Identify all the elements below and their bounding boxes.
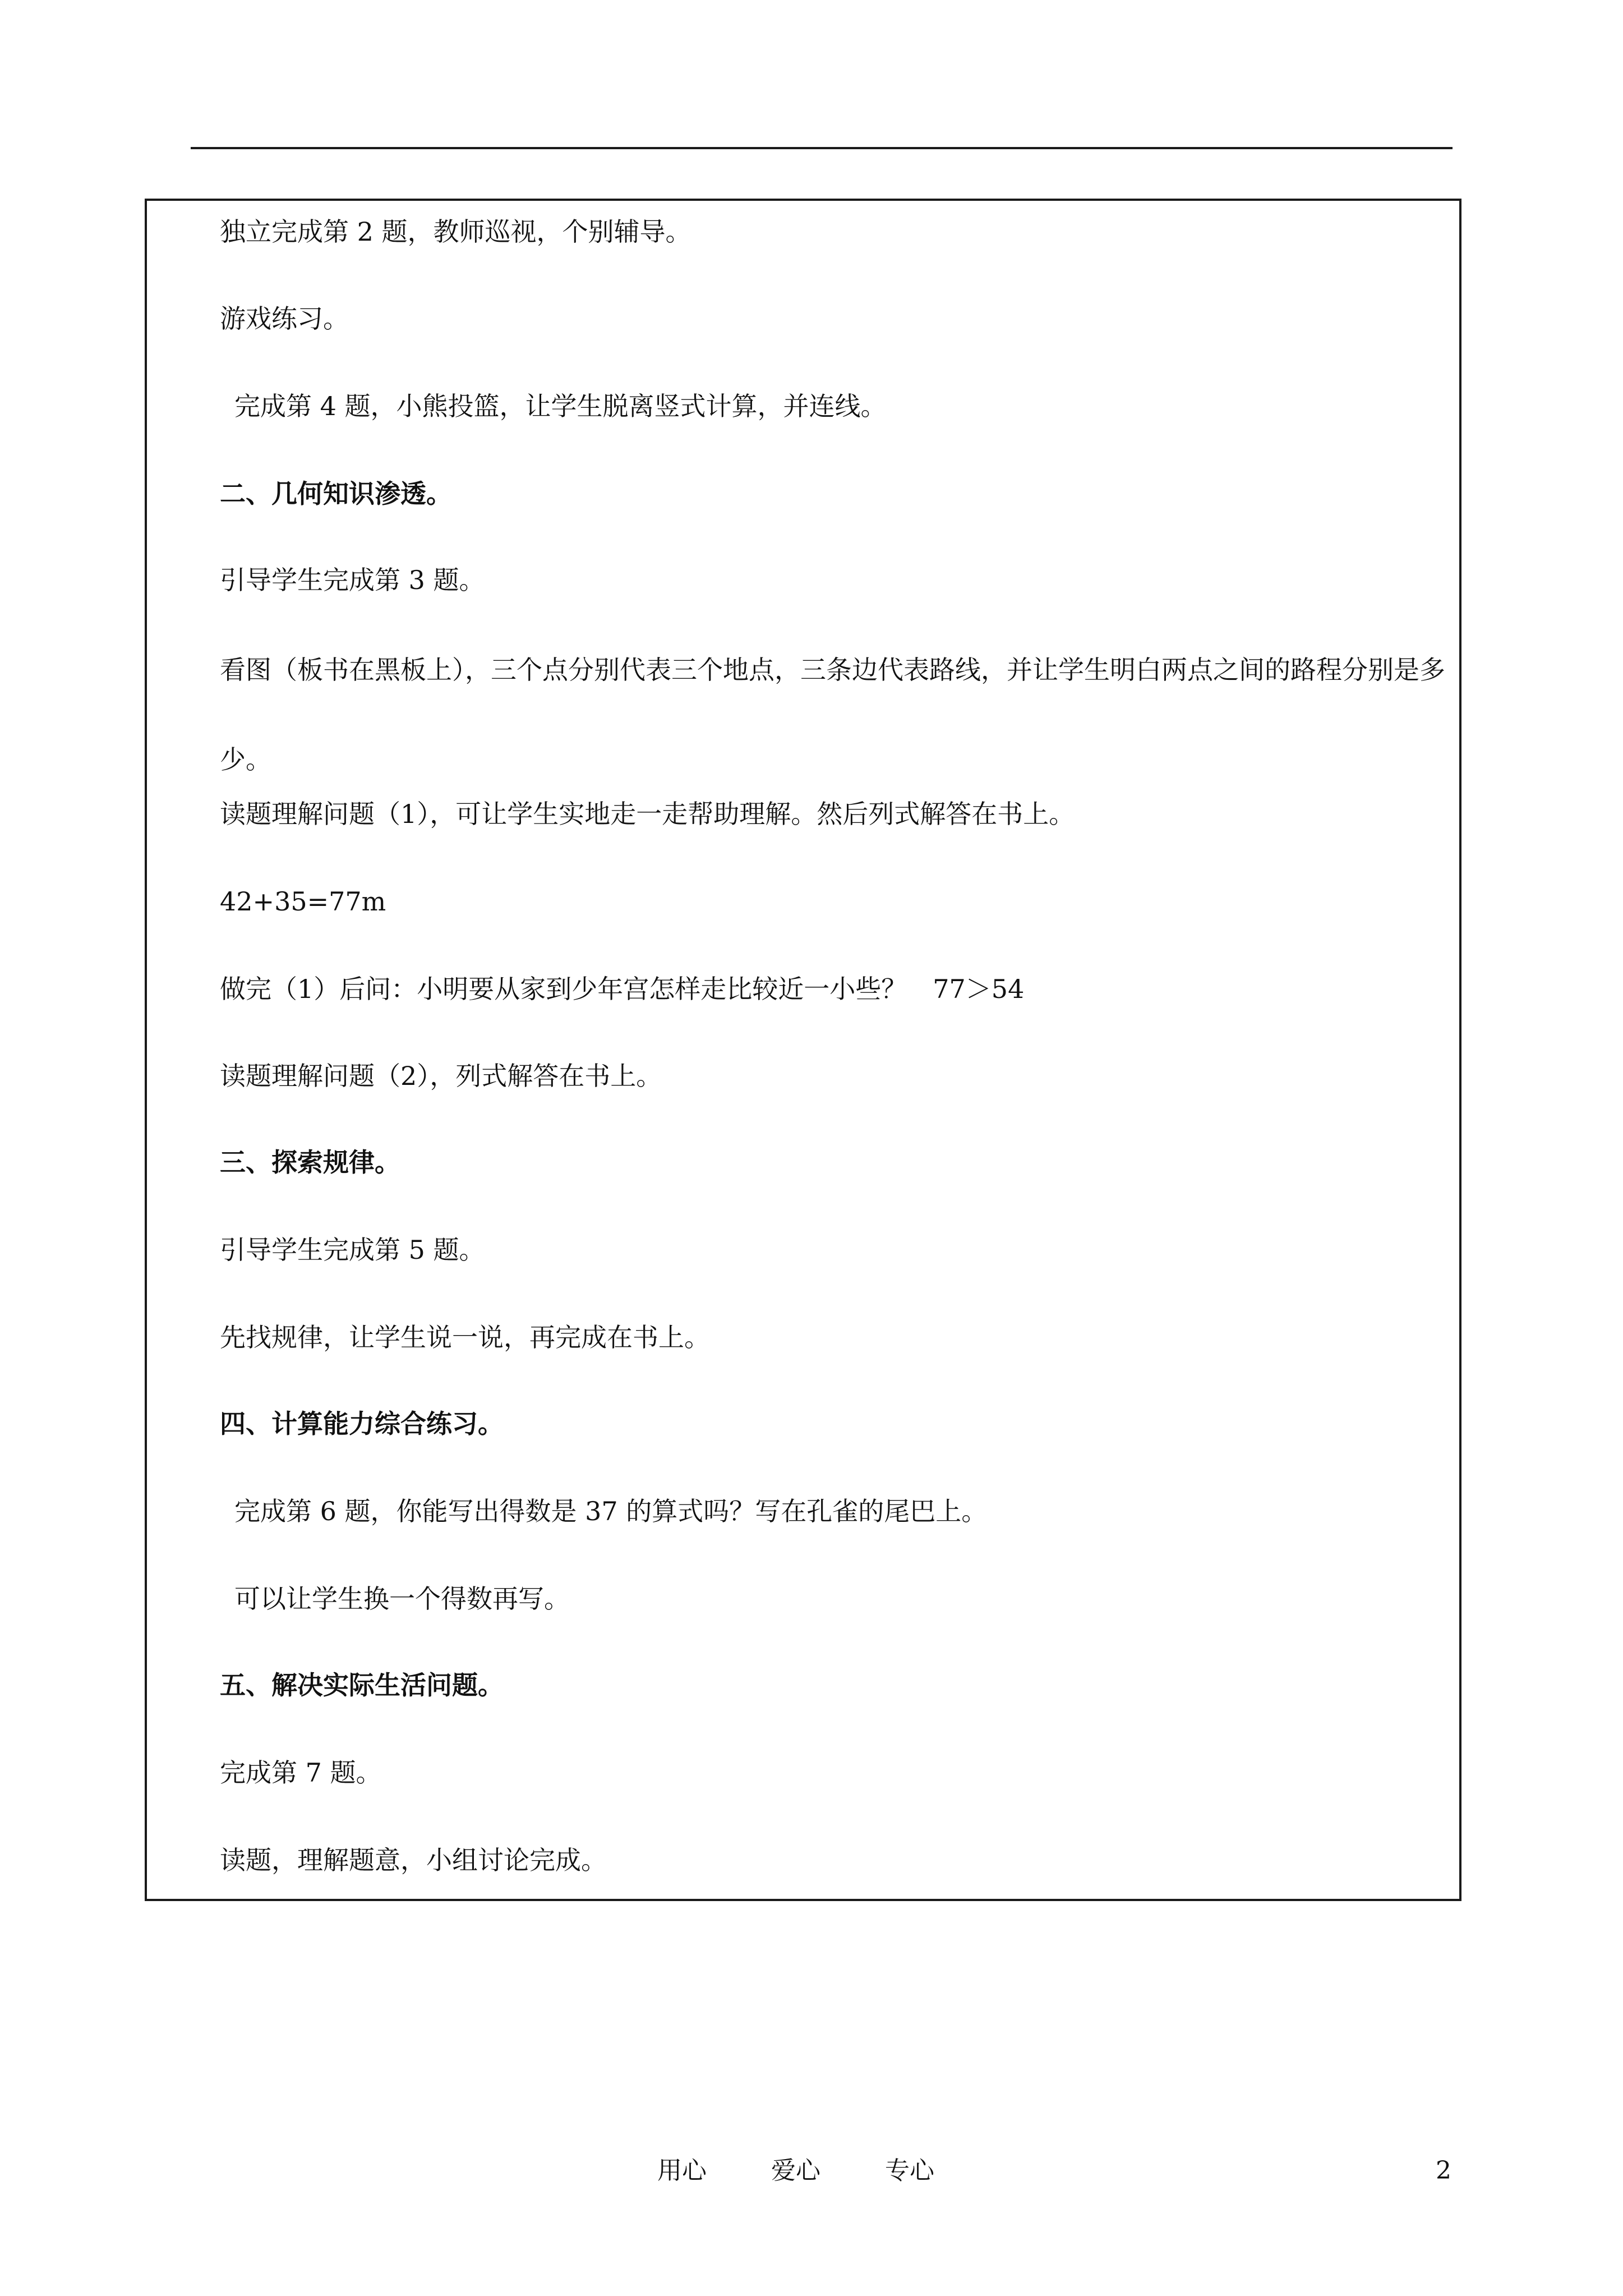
footer-motto-2: 爱心 [771,2156,820,2185]
paragraph-9: 做完（1）后问：小明要从家到少年宫怎样走比较近一小些？ 77＞54 [220,974,1025,1004]
paragraph-5: 引导学生完成第 3 题。 [220,565,485,595]
paragraph-19: 读题，理解题意，小组讨论完成。 [220,1845,607,1875]
footer-motto-1: 用心 [657,2156,707,2185]
header-rule [191,147,1453,149]
page-number: 2 [1436,2156,1451,2185]
paragraph-16: 可以让学生换一个得数再写。 [234,1584,570,1614]
paragraph-15: 完成第 6 题，你能写出得数是 37 的算式吗？写在孔雀的尾巴上。 [234,1496,988,1526]
paragraph-13: 先找规律，让学生说一说，再完成在书上。 [220,1322,710,1352]
section-heading-3: 三、探索规律。 [220,1147,400,1177]
footer-motto-3: 专心 [885,2156,934,2185]
paragraph-18: 完成第 7 题。 [220,1757,382,1788]
paragraph-10: 读题理解问题（2），列式解答在书上。 [220,1061,662,1091]
paragraph-6: 看图（板书在黑板上），三个点分别代表三个地点，三条边代表路线，并让学生明白两点之间的路程分别是多少。 [220,655,1445,775]
content-table-cell [145,199,1461,1901]
paragraph-2: 游戏练习。 [220,303,349,334]
paragraph-7: 读题理解问题（1），可让学生实地走一走帮助理解。然后列式解答在书上。 [220,799,1075,829]
equation-line: 42+35=77m [220,886,386,917]
section-heading-5: 五、解决实际生活问题。 [220,1670,504,1700]
section-heading-4: 四、计算能力综合练习。 [220,1409,504,1439]
paragraph-12: 引导学生完成第 5 题。 [220,1235,485,1265]
paragraph-1: 独立完成第 2 题，教师巡视，个别辅导。 [220,217,691,247]
section-heading-2: 二、几何知识渗透。 [220,478,452,509]
paragraph-3: 完成第 4 题，小熊投篮，让学生脱离竖式计算，并连线。 [234,391,887,421]
